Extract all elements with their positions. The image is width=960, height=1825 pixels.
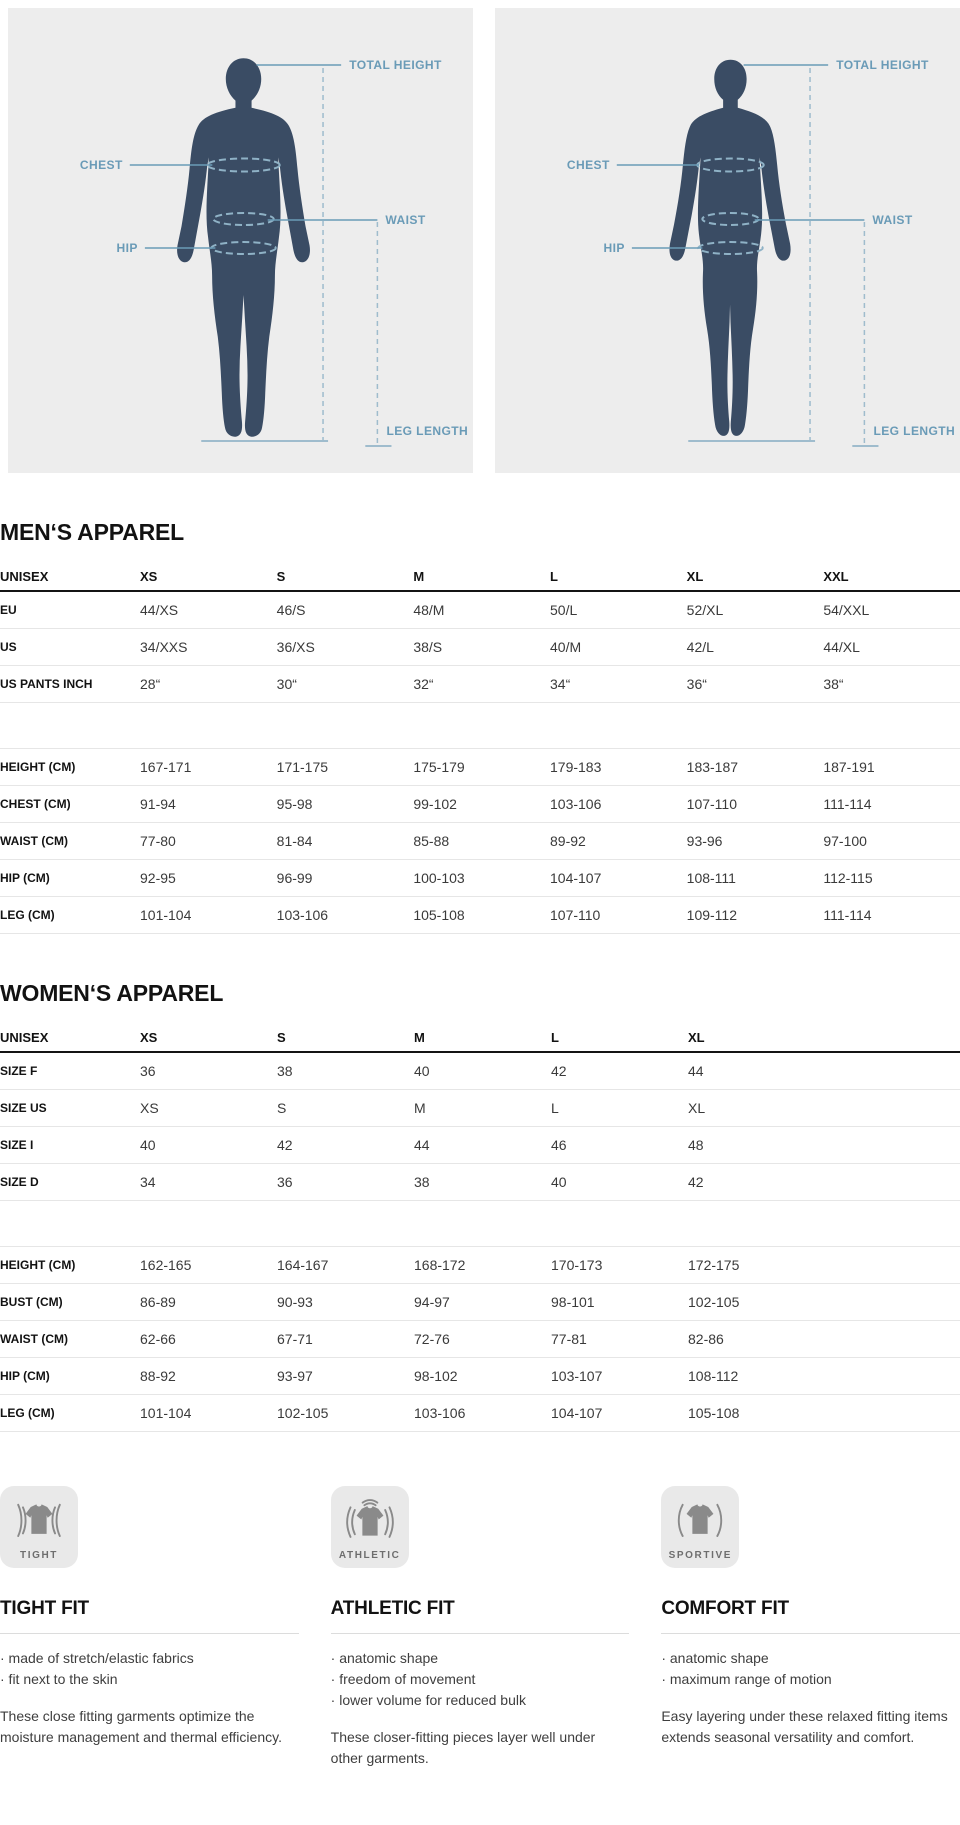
size-value: 99-102 — [413, 796, 457, 812]
size-value: 102-105 — [277, 1405, 329, 1421]
column-header: XXL — [823, 568, 849, 584]
size-value: 89-92 — [550, 833, 586, 849]
size-value: 104-107 — [551, 1405, 603, 1421]
size-value: 38“ — [823, 676, 844, 692]
size-value: 36“ — [686, 676, 707, 692]
size-value: 62-66 — [140, 1331, 176, 1347]
row-label: WAIST (CM) — [0, 1332, 68, 1346]
size-value: M — [414, 1100, 426, 1116]
comfort-fit-tile-label: SPORTIVE — [668, 1550, 733, 1561]
fit-bullet: · anatomic shape — [330, 1650, 439, 1666]
size-value: 72-76 — [414, 1331, 450, 1347]
row-label: HEIGHT (CM) — [0, 1258, 76, 1272]
size-value: 93-97 — [277, 1368, 313, 1384]
hip-label: HIP — [603, 241, 625, 255]
fit-bullet: · lower volume for reduced bulk — [330, 1692, 526, 1708]
row-label: HIP (CM) — [0, 871, 50, 885]
size-value: 100-103 — [413, 870, 465, 886]
size-value: 107-110 — [550, 907, 601, 923]
size-value: 162-165 — [140, 1257, 192, 1273]
size-value: 67-71 — [277, 1331, 313, 1347]
size-value: 38 — [414, 1174, 430, 1190]
row-label: EU — [0, 603, 17, 617]
fit-bullet: · freedom of movement — [330, 1671, 476, 1687]
athletic-fit-title: ATHLETIC FIT — [331, 1598, 630, 1634]
size-value: XS — [140, 1100, 159, 1116]
male-measurement-panel — [8, 8, 473, 473]
row-label: SIZE US — [0, 1101, 47, 1115]
table-row — [0, 823, 960, 860]
column-header: XS — [140, 1029, 158, 1045]
table-row — [0, 1321, 960, 1358]
athletic-fit-column — [331, 1486, 630, 1769]
row-label: SIZE F — [0, 1064, 38, 1078]
leg-length-label: LEG LENGTH — [386, 424, 469, 438]
athletic-fit-description: These closer-fitting pieces layer well under other garments. — [330, 1729, 596, 1766]
row-label: SIZE I — [0, 1138, 34, 1152]
size-value: 108-112 — [688, 1368, 739, 1384]
size-value: 48/M — [413, 602, 445, 618]
column-header: XS — [140, 568, 158, 584]
size-value: 40 — [414, 1063, 430, 1079]
tight-fit-icon — [10, 1497, 68, 1549]
table-row — [0, 860, 960, 897]
size-value: 90-93 — [277, 1294, 313, 1310]
size-value: XL — [688, 1100, 706, 1116]
column-header: XL — [686, 568, 704, 584]
table-row — [0, 1090, 960, 1127]
hip-label: HIP — [116, 241, 138, 255]
size-value: 98-102 — [414, 1368, 458, 1384]
size-value: 175-179 — [413, 759, 465, 775]
row-label: SIZE D — [0, 1175, 39, 1189]
womens-size-table — [0, 1023, 960, 1432]
row-label: US — [0, 640, 17, 654]
comfort-fit-bullets — [661, 1648, 960, 1690]
size-value: 93-96 — [686, 833, 723, 849]
size-value: 101-104 — [140, 907, 192, 923]
tight-fit-description: These close fitting garments optimize the moisture management and thermal efficiency. — [0, 1708, 282, 1745]
womens-apparel-title: WOMEN‘S APPAREL — [0, 980, 224, 1006]
size-value: 98-101 — [551, 1294, 595, 1310]
row-label: CHEST (CM) — [0, 797, 71, 811]
tight-fit-tile — [0, 1486, 78, 1568]
table-row — [0, 1247, 960, 1284]
tight-fit-column — [0, 1486, 299, 1769]
table-row — [0, 1053, 960, 1090]
athletic-fit-tile — [331, 1486, 409, 1568]
table-row — [0, 666, 960, 703]
comfort-fit-icon — [671, 1497, 729, 1549]
table-row — [0, 1358, 960, 1395]
table-spacer-row — [0, 1201, 960, 1247]
leg-length-label: LEG LENGTH — [873, 424, 956, 438]
waist-label: WAIST — [385, 213, 426, 227]
size-value: 168-172 — [414, 1257, 466, 1273]
size-value: 34 — [140, 1174, 156, 1190]
size-value: 104-107 — [550, 870, 602, 886]
fit-guide-section — [0, 1486, 960, 1799]
row-label: HIP (CM) — [0, 1369, 50, 1383]
size-value: 171-175 — [276, 759, 329, 775]
fit-bullet: · made of stretch/elastic fabrics — [0, 1650, 194, 1666]
size-value: 44/XS — [140, 602, 179, 618]
size-value: 44 — [688, 1063, 704, 1079]
table-spacer-row — [0, 703, 960, 749]
comfort-fit-column — [661, 1486, 960, 1769]
athletic-fit-bullets — [331, 1648, 630, 1711]
table-row — [0, 1284, 960, 1321]
female-measurement-panel — [495, 8, 960, 473]
size-value: 107-110 — [686, 796, 737, 812]
size-value: 42 — [277, 1137, 293, 1153]
table-row — [0, 786, 960, 823]
size-value: 38/S — [413, 639, 443, 655]
size-value: 30“ — [276, 676, 297, 692]
size-value: 36 — [277, 1174, 293, 1190]
size-value: 96-99 — [276, 870, 313, 886]
size-value: 103-106 — [414, 1405, 466, 1421]
size-value: 105-108 — [413, 907, 465, 923]
fit-bullet: · maximum range of motion — [661, 1671, 832, 1687]
size-value: 183-187 — [686, 759, 739, 775]
column-header: M — [413, 568, 425, 584]
chest-label: CHEST — [79, 158, 123, 172]
female-figure-diagram — [495, 8, 960, 473]
size-value: 88-92 — [140, 1368, 176, 1384]
column-header: S — [277, 1029, 286, 1045]
size-value: 109-112 — [686, 907, 737, 923]
mens-size-table — [0, 562, 960, 934]
measurement-diagrams — [0, 0, 960, 473]
column-header: L — [551, 1029, 559, 1045]
total-height-label: TOTAL HEIGHT — [349, 58, 442, 72]
column-header: XL — [688, 1029, 705, 1045]
size-value: 103-107 — [551, 1368, 603, 1384]
size-value: 82-86 — [688, 1331, 724, 1347]
male-figure-diagram — [8, 8, 473, 473]
size-value: 81-84 — [276, 833, 313, 849]
size-value: 111-114 — [823, 907, 872, 923]
size-value: 42 — [551, 1063, 567, 1079]
tight-fit-bullets — [0, 1648, 299, 1690]
size-value: 38 — [277, 1063, 293, 1079]
fit-bullet: · fit next to the skin — [0, 1671, 118, 1687]
column-header: UNISEX — [0, 568, 49, 584]
size-value: 40 — [551, 1174, 567, 1190]
table-header-row — [0, 562, 960, 592]
column-header: L — [550, 568, 558, 584]
size-value: 103-106 — [276, 907, 329, 923]
size-value: 170-173 — [551, 1257, 603, 1273]
size-value: 179-183 — [550, 759, 602, 775]
size-value: 46/S — [276, 602, 306, 618]
column-header: M — [414, 1029, 425, 1045]
size-value: 44 — [414, 1137, 430, 1153]
size-value: 34/XXS — [140, 639, 188, 655]
comfort-fit-tile — [661, 1486, 739, 1568]
column-header: S — [276, 568, 286, 584]
comfort-fit-title: COMFORT FIT — [661, 1598, 960, 1634]
chest-label: CHEST — [566, 158, 610, 172]
size-value: 77-81 — [551, 1331, 587, 1347]
size-value: 50/L — [550, 602, 578, 618]
size-value: 77-80 — [140, 833, 176, 849]
size-value: 46 — [551, 1137, 567, 1153]
size-value: 95-98 — [276, 796, 313, 812]
size-value: 111-114 — [823, 796, 872, 812]
size-value: 28“ — [140, 676, 161, 692]
row-label: HEIGHT (CM) — [0, 760, 76, 774]
row-label: BUST (CM) — [0, 1295, 63, 1309]
size-value: 48 — [688, 1137, 704, 1153]
size-value: 40 — [140, 1137, 156, 1153]
size-value: 34“ — [550, 676, 571, 692]
size-value: 97-100 — [823, 833, 867, 849]
tight-fit-tile-label: TIGHT — [20, 1550, 58, 1561]
column-header: UNISEX — [0, 1029, 49, 1045]
size-value: 44/XL — [823, 639, 860, 655]
size-value: 32“ — [413, 676, 434, 692]
row-label: LEG (CM) — [0, 1406, 55, 1420]
table-row — [0, 897, 960, 934]
size-value: 167-171 — [140, 759, 192, 775]
size-value: 54/XXL — [823, 602, 870, 618]
table-row — [0, 1127, 960, 1164]
size-value: 112-115 — [823, 870, 873, 886]
waist-label: WAIST — [872, 213, 913, 227]
mens-apparel-title: MEN‘S APPAREL — [0, 519, 184, 545]
athletic-fit-tile-label: ATHLETIC — [338, 1550, 401, 1561]
athletic-fit-icon — [341, 1497, 399, 1549]
size-value: 164-167 — [277, 1257, 329, 1273]
size-value: 105-108 — [688, 1405, 740, 1421]
table-header-row — [0, 1023, 960, 1053]
size-value: 101-104 — [140, 1405, 192, 1421]
size-value: 172-175 — [688, 1257, 740, 1273]
size-value: 94-97 — [414, 1294, 450, 1310]
table-row — [0, 629, 960, 666]
size-value: 40/M — [550, 639, 582, 655]
table-row — [0, 749, 960, 786]
size-value: 42/L — [686, 639, 714, 655]
size-value: 36 — [140, 1063, 156, 1079]
row-label: LEG (CM) — [0, 908, 55, 922]
size-value: 52/XL — [686, 602, 724, 618]
tight-fit-title: TIGHT FIT — [0, 1598, 299, 1634]
size-value: 42 — [688, 1174, 704, 1190]
size-value: 86-89 — [140, 1294, 176, 1310]
size-value: 187-191 — [823, 759, 875, 775]
total-height-label: TOTAL HEIGHT — [836, 58, 929, 72]
size-value: 103-106 — [550, 796, 602, 812]
size-value: S — [277, 1100, 287, 1116]
size-value: 36/XS — [276, 639, 315, 655]
size-value: L — [551, 1100, 559, 1116]
row-label: US PANTS INCH — [0, 677, 93, 691]
size-value: 102-105 — [688, 1294, 740, 1310]
size-value: 91-94 — [140, 796, 176, 812]
table-row — [0, 1164, 960, 1201]
table-row — [0, 592, 960, 629]
row-label: WAIST (CM) — [0, 834, 68, 848]
size-value: 108-111 — [686, 870, 736, 886]
fit-bullet: · anatomic shape — [661, 1650, 769, 1666]
size-value: 85-88 — [413, 833, 450, 849]
table-row — [0, 1395, 960, 1432]
size-value: 92-95 — [140, 870, 176, 886]
comfort-fit-description: Easy layering under these relaxed fitting items extends seasonal versatility and comfort. — [661, 1708, 948, 1745]
